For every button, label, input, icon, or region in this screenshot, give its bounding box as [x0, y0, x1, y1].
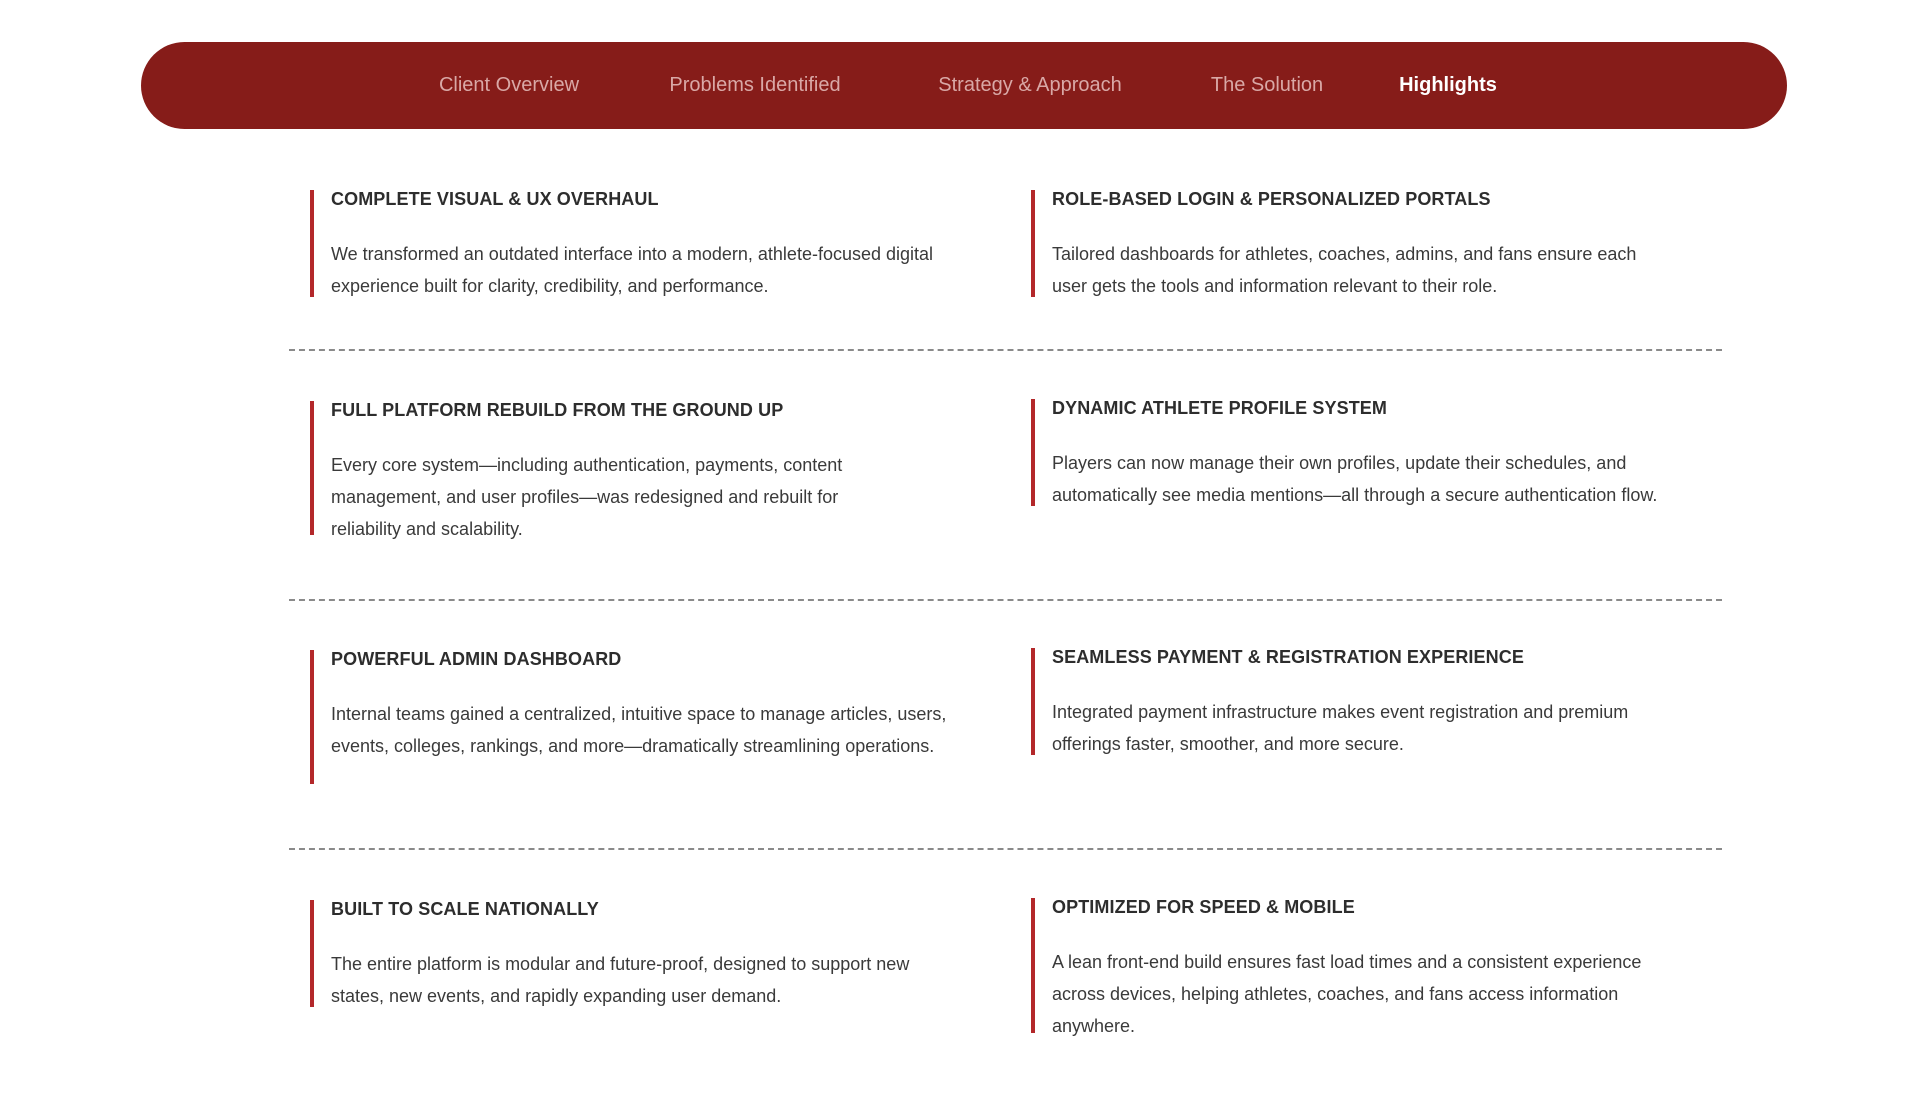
- row-divider: [289, 599, 1722, 601]
- highlight-description: Every core system—including authentication, payments, content management, and user profiles—was redesigned and rebuilt for reliability and scalability.: [331, 455, 843, 539]
- highlight-title: OPTIMIZED FOR SPEED & MOBILE: [1052, 897, 1355, 917]
- highlight-description: Internal teams gained a centralized, intuitive space to manage articles, users, events, colleges, rankings, and more—dramatically streamlining operations.: [331, 704, 947, 756]
- highlight-title: ROLE-BASED LOGIN & PERSONALIZED PORTALS: [1052, 189, 1491, 209]
- highlight-item: [310, 190, 950, 297]
- highlight-title: POWERFUL ADMIN DASHBOARD: [331, 649, 622, 669]
- highlight-description: Players can now manage their own profiles, update their schedules, and automatically see media mentions—all through a secure authentication flow.: [1052, 453, 1658, 505]
- highlight-item: [1031, 897, 1711, 1036]
- tab-the-solution[interactable]: The Solution: [1210, 74, 1324, 96]
- highlight-description: We transformed an outdated interface into a modern, athlete-focused digital experience built for clarity, credibility, and performance.: [331, 244, 934, 296]
- highlight-item: [310, 400, 950, 539]
- highlight-item: [1031, 648, 1711, 755]
- highlight-item: [310, 650, 950, 784]
- highlight-title: BUILT TO SCALE NATIONALLY: [331, 899, 599, 919]
- highlight-title: FULL PLATFORM REBUILD FROM THE GROUND UP: [331, 400, 784, 420]
- tab-highlights[interactable]: Highlights: [1399, 74, 1497, 96]
- highlight-description: Tailored dashboards for athletes, coaches, admins, and fans ensure each user gets the tools and information relevant to their role.: [1052, 244, 1637, 296]
- highlight-description: The entire platform is modular and future-proof, designed to support new states, new events, and rapidly expanding user demand.: [331, 954, 910, 1006]
- highlight-item: [1031, 190, 1711, 297]
- highlight-title: SEAMLESS PAYMENT & REGISTRATION EXPERIENCE: [1052, 647, 1524, 667]
- row-divider: [289, 848, 1722, 850]
- tab-problems-identified[interactable]: Problems Identified: [669, 74, 841, 96]
- highlight-title: DYNAMIC ATHLETE PROFILE SYSTEM: [1052, 398, 1388, 418]
- highlight-description: A lean front-end build ensures fast load times and a consistent experience across devices, helping athletes, coaches, and fans access information anywhere.: [1052, 952, 1642, 1036]
- highlight-description: Integrated payment infrastructure makes event registration and premium offerings faster, smoother, and more secure.: [1052, 702, 1629, 754]
- tab-strategy-approach[interactable]: Strategy & Approach: [938, 74, 1122, 96]
- row-divider: [289, 349, 1722, 351]
- highlight-title: COMPLETE VISUAL & UX OVERHAUL: [331, 189, 659, 209]
- highlight-item: [1031, 399, 1711, 506]
- tab-client-overview[interactable]: Client Overview: [438, 74, 580, 96]
- highlight-item: [310, 900, 950, 1007]
